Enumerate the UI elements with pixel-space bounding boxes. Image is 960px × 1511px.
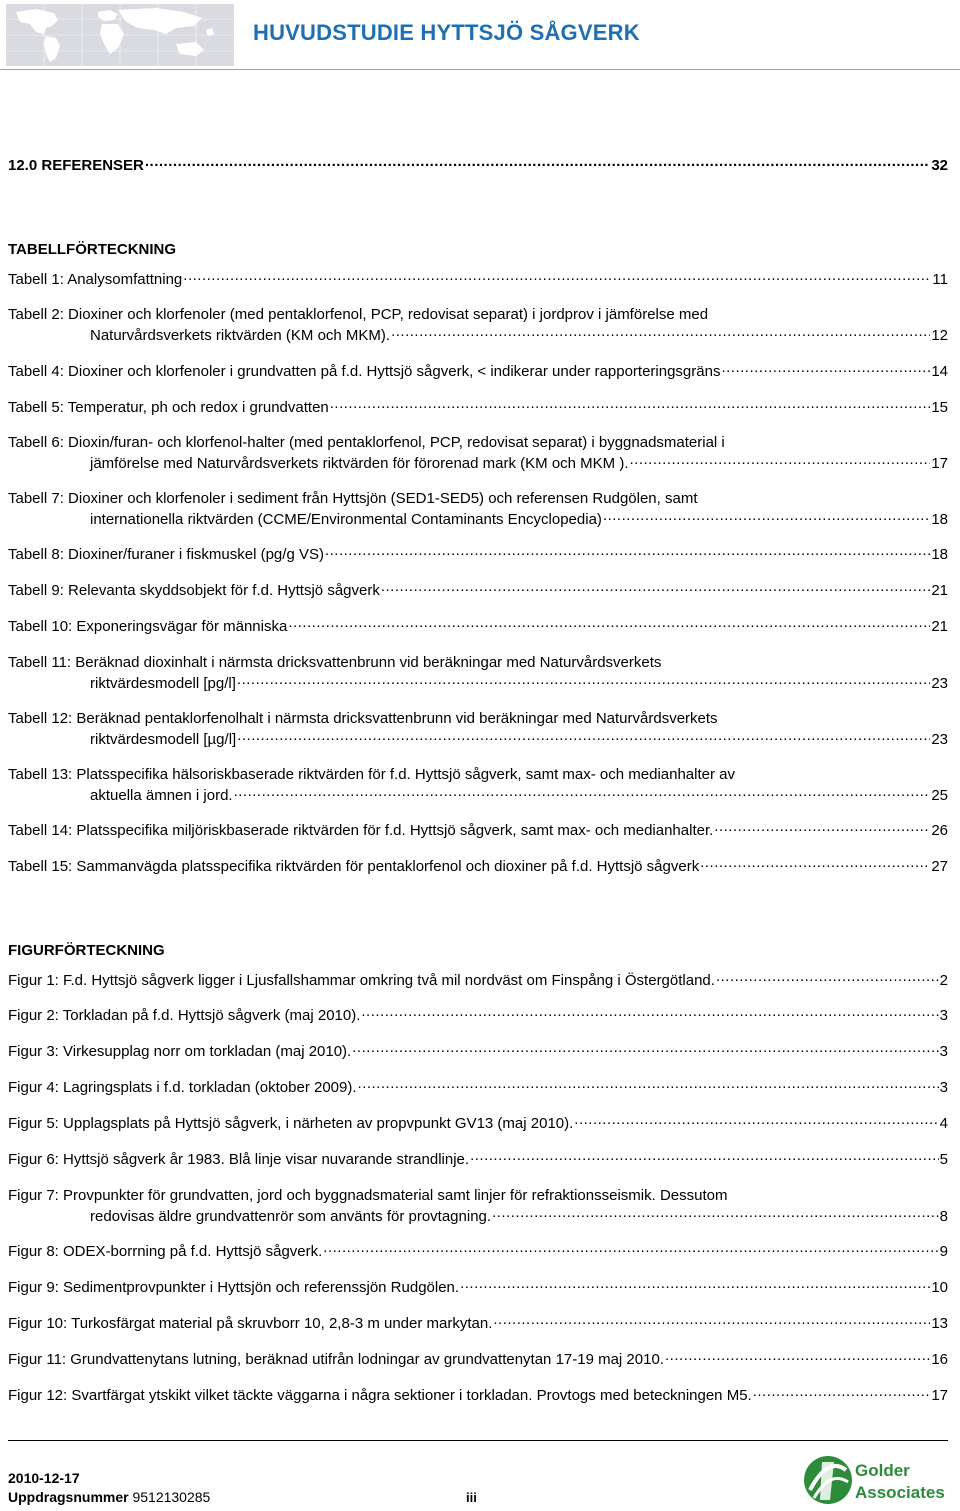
table-list-item[interactable]: Tabell 15: Sammanvägda platsspecifika riktvärden för pentaklorfenol och dioxiner på f.d. Hyttsjö sågverk ..... 27 [8,856,948,877]
page-number: iii [466,1490,477,1505]
order-number: 9512130285 [132,1489,211,1505]
figure-list-item[interactable]: Figur 5: Upplagsplats på Hyttsjö sågverk, i närheten av propvpunkt GV13 (maj 2010). ..... 4 [8,1113,948,1134]
figure-list-item[interactable]: Figur 1: F.d. Hyttsjö sågverk ligger i Ljusfallshammar omkring två mil nordväst om Finspång i Östergötland. ..... 2 [8,970,948,991]
table-list-item[interactable]: Tabell 5: Temperatur, ph och redox i grundvatten ..... 15 [8,397,948,418]
figure-list-item[interactable]: Figur 8: ODEX-borrning på f.d. Hyttsjö sågverk. ..... 9 [8,1241,948,1262]
toc-item-title: 12.0 REFERENSER [8,157,144,174]
golder-logo-text-1: Golder [855,1461,910,1480]
table-list-item[interactable]: Tabell 12: Beräknad pentaklorfenolhalt i närmsta dricksvattenbrunn vid beräkningar med Naturvårdsverkets riktvärdesmodell [µg/l] ..... 23 [8,708,948,750]
figure-list-item[interactable]: Figur 12: Svartfärgat ytskikt vilket täckte väggarna i några sektioner i torkladan. Provtogs med beteckningen M5. ..... 17 [8,1385,948,1406]
toc-item-page: 32 [931,157,948,174]
table-list-item[interactable]: Tabell 10: Exponeringsvägar för människa ..... 21 [8,616,948,637]
header-divider [0,69,960,70]
toc-item-referenser[interactable] [8,155,948,176]
table-list-item[interactable]: Tabell 1: Analysomfattning ..... 11 [8,269,948,290]
page-footer [0,1440,960,1507]
figure-list-item[interactable]: Figur 7: Provpunkter för grundvatten, jord och byggnadsmaterial samt linjer för refraktionsseismik. Dessutom redovisas äldre grundvattenrör som använts för provtagning. ..... 8 [8,1185,948,1227]
table-list-item[interactable]: Tabell 7: Dioxiner och klorfenoler i sediment från Hyttsjön (SED1-SED5) och referensen Rudgölen, samt internationella riktvärden (CCME/Environmental Contaminants Encyclopedia) ..... 18 [8,488,948,530]
table-list-heading: TABELLFÖRTECKNING [8,241,177,258]
footer-date: 2010-12-17 [8,1470,80,1486]
figure-list-item[interactable]: Figur 6: Hyttsjö sågverk år 1983. Blå linje visar nuvarande strandlinje. ..... 5 [8,1149,948,1170]
golder-associates-logo [800,1450,950,1506]
footer-order-number [8,1489,210,1505]
figure-list-item[interactable]: Figur 3: Virkesupplag norr om torkladan (maj 2010). ..... 3 [8,1041,948,1062]
document-title: HUVUDSTUDIE HYTTSJÖ SÅGVERK [253,20,640,45]
table-list-item[interactable]: Tabell 13: Platsspecifika hälsoriskbaserade riktvärden för f.d. Hyttsjö sågverk, samt max- och medianhalter av aktuella ämnen i jord. ..... 25 [8,764,948,806]
figure-list-item[interactable]: Figur 2: Torkladan på f.d. Hyttsjö sågverk (maj 2010). ..... 3 [8,1005,948,1026]
figure-list-item[interactable]: Figur 10: Turkosfärgat material på skruvborr 10, 2,8-3 m under markytan. ..... 13 [8,1313,948,1334]
table-list-item[interactable]: Tabell 14: Platsspecifika miljöriskbaserade riktvärden för f.d. Hyttsjö sågverk, samt max- och medianhalter. ..... 26 [8,820,948,841]
page-header [0,0,960,75]
footer-divider [8,1440,948,1441]
table-list-item[interactable]: Tabell 8: Dioxiner/furaner i fiskmuskel (pg/g VS) ..... 18 [8,544,948,565]
order-label: Uppdragsnummer [8,1489,129,1505]
golder-logo-text-2: Associates [855,1483,945,1502]
table-list-item[interactable]: Tabell 11: Beräknad dioxinhalt i närmsta dricksvattenbrunn vid beräkningar med Naturvårdsverkets riktvärdesmodell [pg/l] ..... 23 [8,652,948,694]
figure-list-heading: FIGURFÖRTECKNING [8,942,165,959]
figure-list-item[interactable]: Figur 9: Sedimentprovpunkter i Hyttsjön och referenssjön Rudgölen. ..... 10 [8,1277,948,1298]
figure-list-item[interactable]: Figur 4: Lagringsplats i f.d. torkladan (oktober 2009). ..... 3 [8,1077,948,1098]
leader-dots [145,156,930,170]
world-map-icon [6,4,234,66]
table-list-item[interactable]: Tabell 9: Relevanta skyddsobjekt för f.d. Hyttsjö sågverk ..... 21 [8,580,948,601]
figure-list-item[interactable]: Figur 11: Grundvattenytans lutning, beräknad utifrån lodningar av grundvattenytan 17-19 maj 2010. ..... 16 [8,1349,948,1370]
table-list-item[interactable]: Tabell 4: Dioxiner och klorfenoler i grundvatten på f.d. Hyttsjö sågverk, < indikerar under rapporteringsgräns ..... 14 [8,361,948,382]
table-list-item[interactable]: Tabell 2: Dioxiner och klorfenoler (med pentaklorfenol, PCP, redovisat separat) i jordprov i jämförelse med Naturvårdsverkets riktvärden (KM och MKM). ..... 12 [8,304,948,346]
table-list-item[interactable]: Tabell 6: Dioxin/furan- och klorfenol-halter (med pentaklorfenol, PCP, redovisat separat) i byggnadsmaterial i jämförelse med Naturvårdsverkets riktvärden för förorenad mark (KM och MKM ). ..... 17 [8,432,948,474]
